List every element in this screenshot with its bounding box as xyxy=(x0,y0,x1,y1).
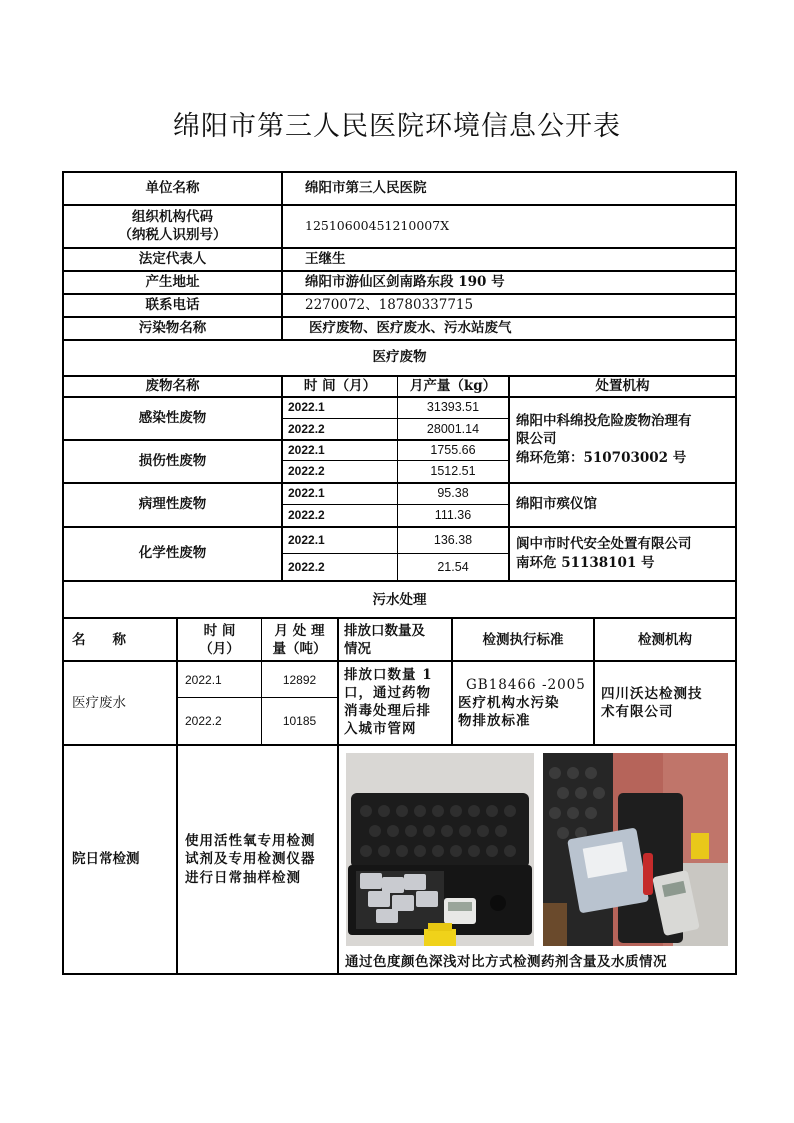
month-cell: 2022.2 xyxy=(288,421,325,436)
sewage-month-cell: 2022.2 xyxy=(185,714,222,729)
sewage-name: 医疗废水 xyxy=(72,694,126,711)
disposal-agency-3-line1: 阆中市时代安全处置有限公司 xyxy=(516,536,692,553)
row-divider xyxy=(62,316,737,318)
header-sewage-outlet-line2: 情况 xyxy=(344,641,371,657)
sewage-outlet-description xyxy=(339,662,451,744)
col-divider xyxy=(593,617,595,745)
waste-name-chemical: 化学性废物 xyxy=(138,545,207,562)
amount-cell: 1512.51 xyxy=(430,464,476,479)
disposal-agency-3 xyxy=(510,527,735,580)
row-divider xyxy=(62,660,737,662)
row-divider xyxy=(62,339,737,341)
amount-cell: 111.36 xyxy=(434,508,472,523)
label-legal-rep: 法定代表人 xyxy=(138,250,207,267)
row-divider xyxy=(62,270,737,272)
waste-name-sharps: 损伤性废物 xyxy=(138,452,207,469)
standard-line: 物排放标准 xyxy=(458,713,531,730)
header-disposal-agency: 处置机构 xyxy=(595,377,650,394)
month-cell: 2022.2 xyxy=(288,508,325,523)
row-divider xyxy=(281,418,509,419)
header-sewage-volume-line2: 量（吨） xyxy=(272,641,327,657)
month-cell: 2022.1 xyxy=(288,442,325,457)
row-divider xyxy=(62,293,737,295)
label-org-code-line1: 组织机构代码 xyxy=(132,208,213,225)
row-divider xyxy=(62,580,737,582)
value-pollutants: 医疗废物、医疗废水、污水站废气 xyxy=(309,319,512,336)
header-sewage-standard: 检测执行标准 xyxy=(482,631,564,648)
disposal-agency-3-license: 南环危 51138101 号 xyxy=(516,554,655,571)
section-title-sewage: 污水处理 xyxy=(372,591,427,608)
table-border xyxy=(62,171,64,975)
label-address: 产生地址 xyxy=(145,273,200,290)
row-divider xyxy=(62,396,737,398)
row-divider xyxy=(281,504,509,505)
test-kit-in-use-image xyxy=(543,753,728,946)
row-divider xyxy=(62,204,737,206)
test-kit-case-image xyxy=(346,753,534,946)
row-divider xyxy=(281,460,509,461)
sewage-volume-cell: 12892 xyxy=(282,672,317,687)
value-org-code: 12510600451210007X xyxy=(305,217,450,233)
daily-check-caption: 通过色度颜色深浅对比方式检测药剂含量及水质情况 xyxy=(345,953,667,970)
photo-test-kit-in-use xyxy=(543,753,728,946)
header-sewage-outlet-line1: 排放口数量及 xyxy=(344,622,425,639)
table-border xyxy=(735,171,737,975)
amount-cell: 95.38 xyxy=(437,486,469,501)
amount-cell: 136.38 xyxy=(433,532,473,547)
method-line: 使用活性氧专用检测 xyxy=(185,833,316,850)
label-unit-name: 单位名称 xyxy=(145,180,200,197)
method-line: 进行日常抽样检测 xyxy=(185,869,301,886)
outlet-line: 口，通过药物 xyxy=(344,685,431,702)
header-sewage-time-line1: 时 间 xyxy=(203,622,236,639)
row-divider xyxy=(176,697,338,698)
header-sewage-time-line2: （月） xyxy=(199,641,240,657)
month-cell: 2022.2 xyxy=(288,464,325,479)
header-waste-name: 废物名称 xyxy=(145,377,200,394)
row-divider xyxy=(281,553,509,554)
month-cell: 2022.1 xyxy=(288,400,325,415)
month-cell: 2022.1 xyxy=(288,486,325,501)
waste-name-infectious: 感染性废物 xyxy=(138,409,207,426)
table-border xyxy=(62,171,737,173)
disposal-agency-1-line1: 绵阳中科绵投危险废物治理有 xyxy=(516,413,692,430)
label-org-code-line2: （纳税人识别号） xyxy=(118,227,227,243)
row-divider xyxy=(62,482,737,484)
header-sewage-agency: 检测机构 xyxy=(638,631,692,648)
label-pollutants: 污染物名称 xyxy=(138,319,207,336)
value-address: 绵阳市游仙区剑南路东段 190 号 xyxy=(305,273,505,290)
header-monthly-amount: 月产量（kg） xyxy=(409,377,497,394)
agency-line: 四川沃达检测技 xyxy=(601,685,703,702)
disposal-agency-1-line2: 限公司 xyxy=(516,431,557,448)
disposal-agency-1 xyxy=(510,397,735,482)
section-title-medical-waste: 医疗废物 xyxy=(372,349,427,366)
header-time: 时 间（月） xyxy=(303,377,377,394)
col-divider xyxy=(397,375,398,582)
value-unit-name: 绵阳市第三人民医院 xyxy=(305,180,427,197)
month-cell: 2022.2 xyxy=(288,559,325,574)
photo-test-kit-case xyxy=(346,753,534,946)
col-divider xyxy=(281,375,283,582)
col-divider xyxy=(451,617,453,745)
header-sewage-volume-line1: 月 处 理 xyxy=(274,622,325,639)
waste-name-pathological: 病理性废物 xyxy=(138,496,207,513)
row-divider xyxy=(62,744,737,746)
sewage-agency xyxy=(595,662,735,744)
amount-cell: 31393.51 xyxy=(426,400,480,415)
row-divider xyxy=(62,526,737,528)
row-divider xyxy=(62,247,737,249)
value-legal-rep: 王继生 xyxy=(305,250,346,267)
header-sewage-outlet xyxy=(339,619,451,661)
header-sewage-name: 名 称 xyxy=(72,631,126,648)
header-sewage-volume xyxy=(262,619,337,661)
header-sewage-time xyxy=(178,619,261,661)
daily-check-method xyxy=(178,746,337,973)
standard-line: 医疗机构水污染 xyxy=(458,694,560,711)
outlet-line: 消毒处理后排 xyxy=(344,703,431,719)
sewage-standard xyxy=(453,662,593,744)
row-divider xyxy=(62,375,737,377)
col-divider xyxy=(281,171,283,341)
standard-code: GB18466 -2005 xyxy=(466,676,586,693)
label-phone: 联系电话 xyxy=(145,296,200,313)
row-divider xyxy=(62,617,737,619)
value-phone: 2270072、18780337715 xyxy=(305,296,474,313)
agency-line: 术有限公司 xyxy=(601,704,674,720)
method-line: 试剂及专用检测仪器 xyxy=(185,851,316,868)
daily-check-label: 院日常检测 xyxy=(72,851,140,868)
sewage-volume-cell: 10185 xyxy=(282,714,317,729)
row-divider xyxy=(62,439,510,441)
outlet-line: 排放口数量 1 xyxy=(344,667,433,684)
month-cell: 2022.1 xyxy=(288,532,325,547)
amount-cell: 28001.14 xyxy=(426,421,480,436)
col-divider xyxy=(261,617,262,745)
table-border xyxy=(62,973,737,975)
col-divider xyxy=(337,617,339,975)
col-divider xyxy=(508,375,510,582)
label-org-code xyxy=(64,205,281,247)
disposal-agency-2: 绵阳市殡仪馆 xyxy=(516,496,597,513)
disposal-agency-1-license: 绵环危第：510703002 号 xyxy=(516,449,687,466)
page-title: 绵阳市第三人民医院环境信息公开表 xyxy=(173,111,621,142)
amount-cell: 1755.66 xyxy=(430,442,476,457)
outlet-line: 入城市管网 xyxy=(344,720,417,737)
sewage-month-cell: 2022.1 xyxy=(185,672,222,687)
col-divider xyxy=(176,617,178,975)
amount-cell: 21.54 xyxy=(437,559,469,574)
